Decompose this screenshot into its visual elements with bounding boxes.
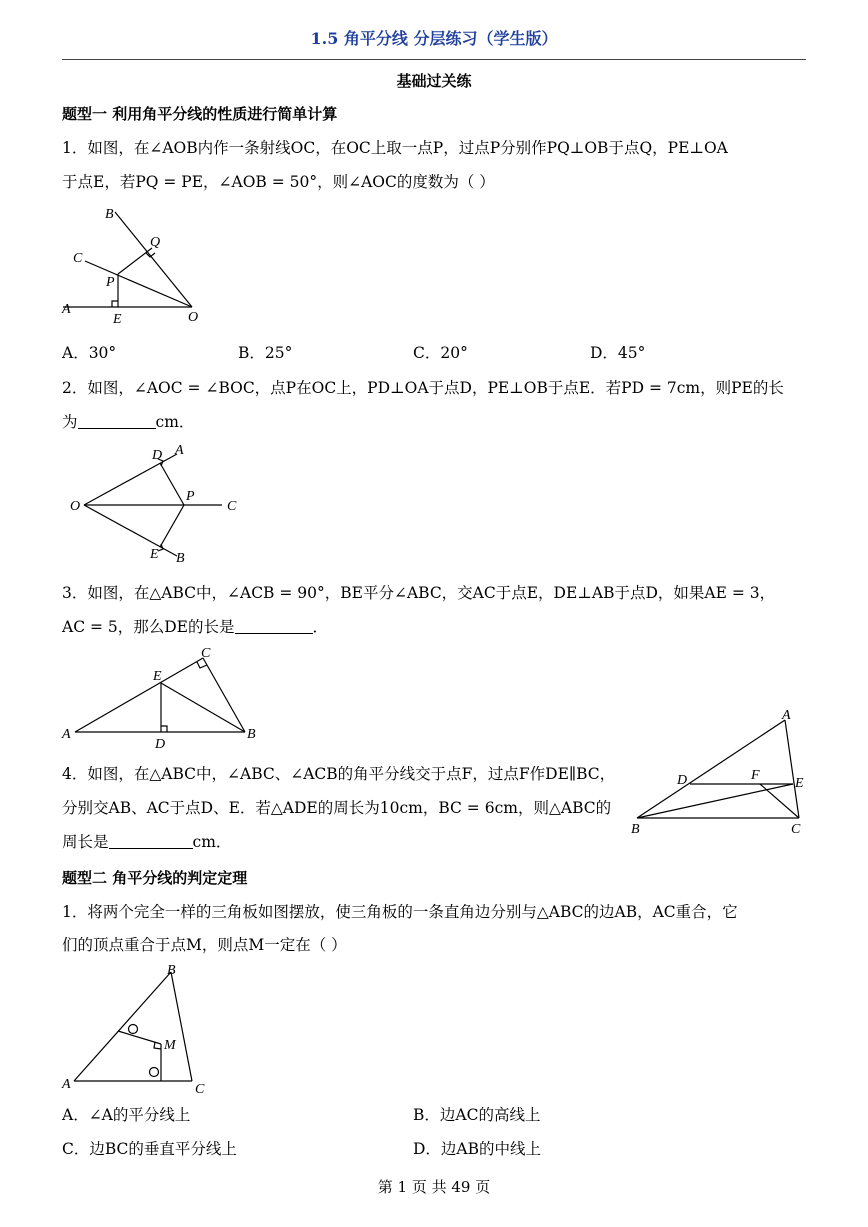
q1-option-c: C．20°	[413, 344, 468, 362]
q1-option-b: B．25°	[238, 344, 293, 362]
q3-answer-blank[interactable]	[235, 617, 313, 634]
q1-label-b: B	[105, 207, 114, 222]
q1-label-e: E	[113, 312, 122, 327]
t2q1-figure	[58, 958, 218, 1098]
q1-option-a: A．30°	[62, 344, 117, 362]
q1-text-line1: 1．如图，在∠AOB内作一条射线OC，在OC上取一点P，过点P分别作PQ⊥OB于点Q，PE⊥OA	[62, 139, 728, 157]
q4-label-f: F	[751, 768, 760, 783]
t2q1-text-line1: 1．将两个完全一样的三角板如图摆放，使三角板的一条直角边分别与△ABC的边AB，AC重合，它	[62, 903, 738, 921]
q3-figure	[55, 642, 275, 752]
q2-label-o: O	[70, 499, 81, 514]
q4-label-e: E	[795, 776, 804, 791]
q1-text-line2: 于点E，若PQ = PE，∠AOB = 50°，则∠AOC的度数为（ ）	[62, 173, 495, 191]
q4-label-b: B	[631, 822, 640, 837]
q2-label-c: C	[227, 499, 237, 514]
q1-label-p: P	[106, 275, 115, 290]
header-divider	[62, 59, 806, 60]
q4-label-a: A	[782, 708, 791, 723]
page-header-title: 1.5 角平分线 分层练习（学生版）	[310, 29, 558, 48]
q2-label-a: A	[175, 443, 184, 458]
t2q1-label-a: A	[62, 1077, 71, 1092]
q4-text-line1: 4．如图，在△ABC中，∠ABC、∠ACB的角平分线交于点F，过点F作DE∥BC，	[62, 765, 616, 783]
t2q1-option-c: C．边BC的垂直平分线上	[62, 1140, 237, 1158]
q2-label-p: P	[186, 489, 195, 504]
q2-text-line2	[62, 412, 194, 432]
q4-figure	[625, 700, 815, 840]
q1-label-q: Q	[150, 235, 161, 250]
t2q1-label-c: C	[195, 1082, 205, 1097]
t2q1-option-d: D．边AB的中线上	[413, 1140, 542, 1158]
q1-option-d: D．45°	[590, 344, 646, 362]
q4-label-c: C	[791, 822, 801, 837]
q3-label-c: C	[201, 646, 211, 661]
q4-line3-prefix: 周长是	[62, 833, 109, 851]
q3-text-line1: 3．如图，在△ABC中，∠ACB = 90°，BE平分∠ABC，交AC于点E，DE⊥AB于点D，如果AE = 3，	[62, 584, 776, 602]
q4-label-d: D	[677, 773, 688, 788]
q3-label-b: B	[247, 727, 256, 742]
q4-text-line3	[62, 832, 231, 852]
q1-label-c: C	[73, 251, 83, 266]
t2q1-label-m: M	[164, 1038, 176, 1053]
q3-line2-suffix: ．	[312, 618, 329, 636]
type2-heading: 题型二 角平分线的判定定理	[62, 869, 248, 887]
q1-figure	[55, 200, 215, 330]
q3-text-line2	[62, 617, 328, 637]
t2q1-option-a: A．∠A的平分线上	[62, 1106, 191, 1124]
t2q1-text-line2: 们的顶点重合于点M，则点M一定在（ ）	[62, 936, 347, 954]
q3-line2-prefix: AC = 5，那么DE的长是	[62, 618, 235, 636]
q2-label-d: D	[152, 448, 163, 463]
t2q1-option-b: B．边AC的高线上	[413, 1106, 541, 1124]
q1-label-a: A	[62, 302, 71, 317]
t2q1-label-b: B	[167, 963, 176, 978]
q1-label-o: O	[188, 310, 199, 325]
q3-label-e: E	[153, 669, 162, 684]
type1-heading: 题型一 利用角平分线的性质进行简单计算	[62, 105, 338, 123]
q2-text-line1: 2．如图，∠AOC = ∠BOC，点P在OC上，PD⊥OA于点D，PE⊥OB于点E．若PD = 7cm，则PE的长	[62, 379, 784, 397]
q3-label-a: A	[62, 727, 71, 742]
q4-answer-blank[interactable]	[109, 832, 193, 849]
q2-label-e: E	[150, 547, 159, 562]
q2-label-b: B	[176, 551, 185, 566]
q2-line2-suffix: cm．	[155, 413, 195, 431]
section-title: 基础过关练	[396, 72, 472, 90]
q2-line2-prefix: 为	[62, 413, 78, 431]
q2-figure	[62, 440, 252, 570]
q3-label-d: D	[155, 737, 166, 752]
q4-line3-suffix: cm．	[192, 833, 232, 851]
q2-answer-blank[interactable]	[78, 412, 156, 429]
q4-text-line2: 分别交AB、AC于点D、E．若△ADE的周长为10cm，BC = 6cm，则△ABC的	[62, 799, 612, 817]
page-footer: 第 1 页 共 49 页	[377, 1178, 491, 1196]
